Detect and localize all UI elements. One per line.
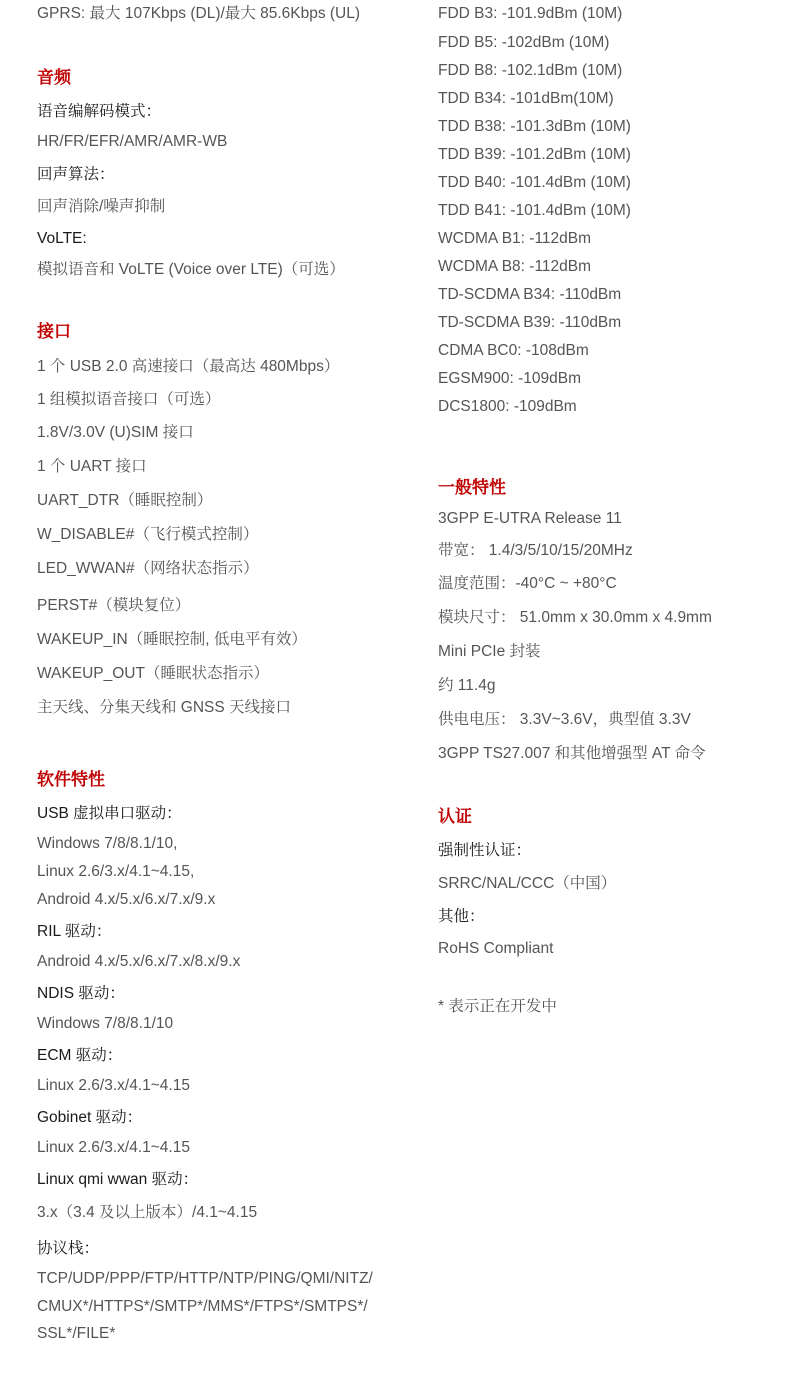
right-value-22: 供电电压： 3.3V~3.6V，典型值 3.3V — [438, 711, 691, 729]
left-value-26: Android 4.x/5.x/6.x/7.x/8.x/9.x — [37, 953, 241, 971]
left-heading-20: 软件特性 — [37, 769, 105, 789]
right-value-3: TDD B34: -101dBm(10M) — [438, 90, 614, 108]
right-value-20: Mini PCIe 封装 — [438, 643, 541, 661]
right-value-14: DCS1800: -109dBm — [438, 398, 577, 416]
right-value-8: WCDMA B1: -112dBm — [438, 230, 592, 248]
right-value-2: FDD B8: -102.1dBm (10M) — [438, 62, 623, 80]
right-value-0: FDD B3: -101.9dBm (10M) — [438, 5, 623, 23]
left-value-23: Linux 2.6/3.x/4.1~4.15, — [37, 863, 195, 881]
right-value-12: CDMA BC0: -108dBm — [438, 342, 589, 360]
left-value-7: 模拟语音和 VoLTE (Voice over LTE)（可选） — [37, 261, 345, 279]
left-value-14: W_DISABLE#（飞行模式控制） — [37, 526, 259, 544]
left-value-15: LED_WWAN#（网络状态指示） — [37, 560, 259, 578]
right-value-13: EGSM900: -109dBm — [438, 370, 582, 388]
left-value-34: 3.x（3.4 及以上版本）/4.1~4.15 — [37, 1204, 258, 1222]
left-value-19: 主天线、分集天线和 GNSS 天线接口 — [37, 699, 292, 717]
right-value-17: 带宽： 1.4/3/5/10/15/20MHz — [438, 542, 633, 560]
left-label-21: USB 虚拟串口驱动： — [37, 805, 182, 823]
left-value-32: Linux 2.6/3.x/4.1~4.15 — [37, 1139, 190, 1157]
right-value-26: SRRC/NAL/CCC（中国） — [438, 875, 617, 893]
left-label-31: Gobinet 驱动： — [37, 1109, 143, 1127]
right-value-5: TDD B39: -101.2dBm (10M) — [438, 146, 631, 164]
right-value-28: RoHS Compliant — [438, 940, 554, 958]
left-label-33: Linux qmi wwan 驱动： — [37, 1171, 199, 1189]
left-value-10: 1 组模拟语音接口（可选） — [37, 391, 221, 409]
right-value-10: TD-SCDMA B34: -110dBm — [438, 286, 622, 304]
right-value-9: WCDMA B8: -112dBm — [438, 258, 592, 276]
left-label-4: 回声算法： — [37, 166, 115, 184]
left-value-24: Android 4.x/5.x/6.x/7.x/9.x — [37, 891, 216, 909]
left-value-30: Linux 2.6/3.x/4.1~4.15 — [37, 1077, 190, 1095]
right-heading-15: 一般特性 — [438, 477, 506, 497]
left-value-3: HR/FR/EFR/AMR/AMR-WB — [37, 133, 228, 151]
right-value-29: * 表示正在开发中 — [438, 998, 557, 1016]
left-value-18: WAKEUP_OUT（睡眠状态指示） — [37, 665, 269, 683]
right-value-18: 温度范围：-40°C ~ +80°C — [438, 575, 617, 593]
right-value-7: TDD B41: -101.4dBm (10M) — [438, 202, 631, 220]
left-label-29: ECM 驱动： — [37, 1047, 123, 1065]
left-label-27: NDIS 驱动： — [37, 985, 125, 1003]
right-value-4: TDD B38: -101.3dBm (10M) — [438, 118, 631, 136]
left-value-28: Windows 7/8/8.1/10 — [37, 1015, 174, 1033]
left-heading-1: 音频 — [37, 67, 71, 87]
left-value-12: 1 个 UART 接口 — [37, 458, 147, 476]
left-value-0: GPRS: 最大 107Kbps (DL)/最大 85.6Kbps (UL) — [37, 5, 361, 23]
right-heading-24: 认证 — [438, 806, 472, 826]
left-value-38: SSL*/FILE* — [37, 1325, 116, 1343]
left-value-36: TCP/UDP/PPP/FTP/HTTP/NTP/PING/QMI/NITZ/ — [37, 1270, 373, 1288]
left-label-6: VoLTE: — [37, 230, 87, 248]
right-value-16: 3GPP E-UTRA Release 11 — [438, 510, 622, 528]
right-value-21: 约 11.4g — [438, 677, 496, 695]
left-value-5: 回声消除/噪声抑制 — [37, 198, 166, 216]
right-value-1: FDD B5: -102dBm (10M) — [438, 34, 610, 52]
left-heading-8: 接口 — [37, 321, 71, 341]
right-value-23: 3GPP TS27.007 和其他增强型 AT 命令 — [438, 745, 706, 763]
left-value-11: 1.8V/3.0V (U)SIM 接口 — [37, 424, 194, 442]
left-value-37: CMUX*/HTTPS*/SMTP*/MMS*/FTPS*/SMTPS*/ — [37, 1298, 368, 1316]
left-label-25: RIL 驱动： — [37, 923, 112, 941]
right-value-6: TDD B40: -101.4dBm (10M) — [438, 174, 631, 192]
left-value-9: 1 个 USB 2.0 高速接口（最高达 480Mbps） — [37, 358, 340, 376]
left-label-2: 语音编解码模式： — [37, 103, 162, 121]
right-value-11: TD-SCDMA B39: -110dBm — [438, 314, 622, 332]
left-label-35: 协议栈： — [37, 1240, 100, 1258]
right-label-25: 强制性认证： — [438, 842, 532, 860]
left-value-13: UART_DTR（睡眠控制） — [37, 492, 213, 510]
right-label-27: 其他： — [438, 908, 485, 926]
left-value-16: PERST#（模块复位） — [37, 597, 191, 615]
left-value-17: WAKEUP_IN（睡眠控制, 低电平有效） — [37, 631, 307, 649]
left-value-22: Windows 7/8/8.1/10, — [37, 835, 178, 853]
right-value-19: 模块尺寸： 51.0mm x 30.0mm x 4.9mm — [438, 609, 712, 627]
